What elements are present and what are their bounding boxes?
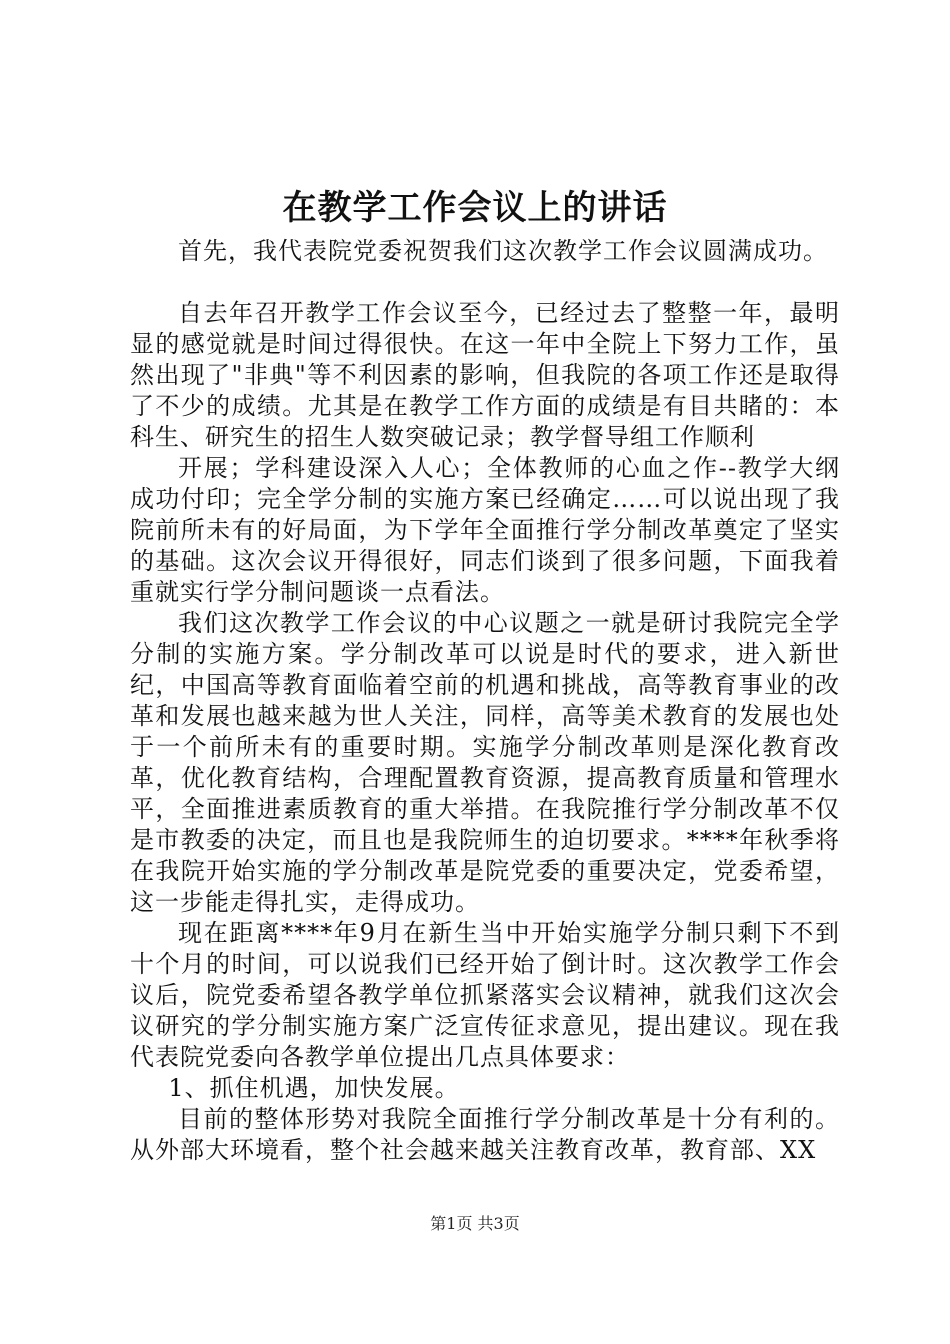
paragraph-countdown: 现在距离****年9月在新生当中开始实施学分制只剩下不到十个月的时间，可以说我们已经开始了倒计时。这次教学工作会议后，院党委希望各教学单位抓紧落实会议精神，就我们这次会议研究的学分制实施方案广泛宣传征求意见，提出建议。现在我代表院党委向各教学单位提出几点具体要求： xyxy=(130,919,840,1071)
paragraph-review: 自去年召开教学工作会议至今，已经过去了整整一年，最明显的感觉就是时间过得很快。在这一年中全院上下努力工作，虽然出现了"非典"等不利因素的影响，但我院的各项工作还是取得了不少的成绩。尤其是在教学工作方面的成绩是有目共睹的：本科生、研究生的招生人数突破记录；教学督导组工作顺利 xyxy=(130,299,840,451)
paragraph-opening: 首先，我代表院党委祝贺我们这次教学工作会议圆满成功。 xyxy=(178,237,828,265)
page-number-footer: 第1页 共3页 xyxy=(430,1214,520,1233)
document-title: 在教学工作会议上的讲话 xyxy=(282,188,668,228)
document-body xyxy=(130,236,840,1166)
paragraph-achievements: 开展；学科建设深入人心；全体教师的心血之作--教学大纲成功付印；完全学分制的实施方案已经确定……可以说出现了我院前所未有的好局面，为下学年全面推行学分制改革奠定了坚实的基础。这次会议开得很好，同志们谈到了很多问题，下面我着重就实行学分制问题谈一点看法。 xyxy=(130,454,840,606)
list-item-heading: 1、抓住机遇，加快发展。 xyxy=(168,1074,460,1102)
paragraph-situation: 目前的整体形势对我院全面推行学分制改革是十分有利的。从外部大环境看，整个社会越来越关注教育改革，教育部、XX xyxy=(130,1105,840,1164)
paragraph-credit-system: 我们这次教学工作会议的中心议题之一就是研讨我院完全学分制的实施方案。学分制改革可以说是时代的要求，进入新世纪，中国高等教育面临着空前的机遇和挑战，高等教育事业的改革和发展也越来越为世人关注，同样，高等美术教育的发展也处于一个前所未有的重要时期。实施学分制改革则是深化教育改革，优化教育结构，合理配置教育资源，提高教育质量和管理水平，全面推进素质教育的重大举措。在我院推行学分制改革不仅是市教委的决定，而且也是我院师生的迫切要求。****年秋季将在我院开始实施的学分制改革是院党委的重要决定，党委希望，这一步能走得扎实，走得成功。 xyxy=(130,609,840,916)
